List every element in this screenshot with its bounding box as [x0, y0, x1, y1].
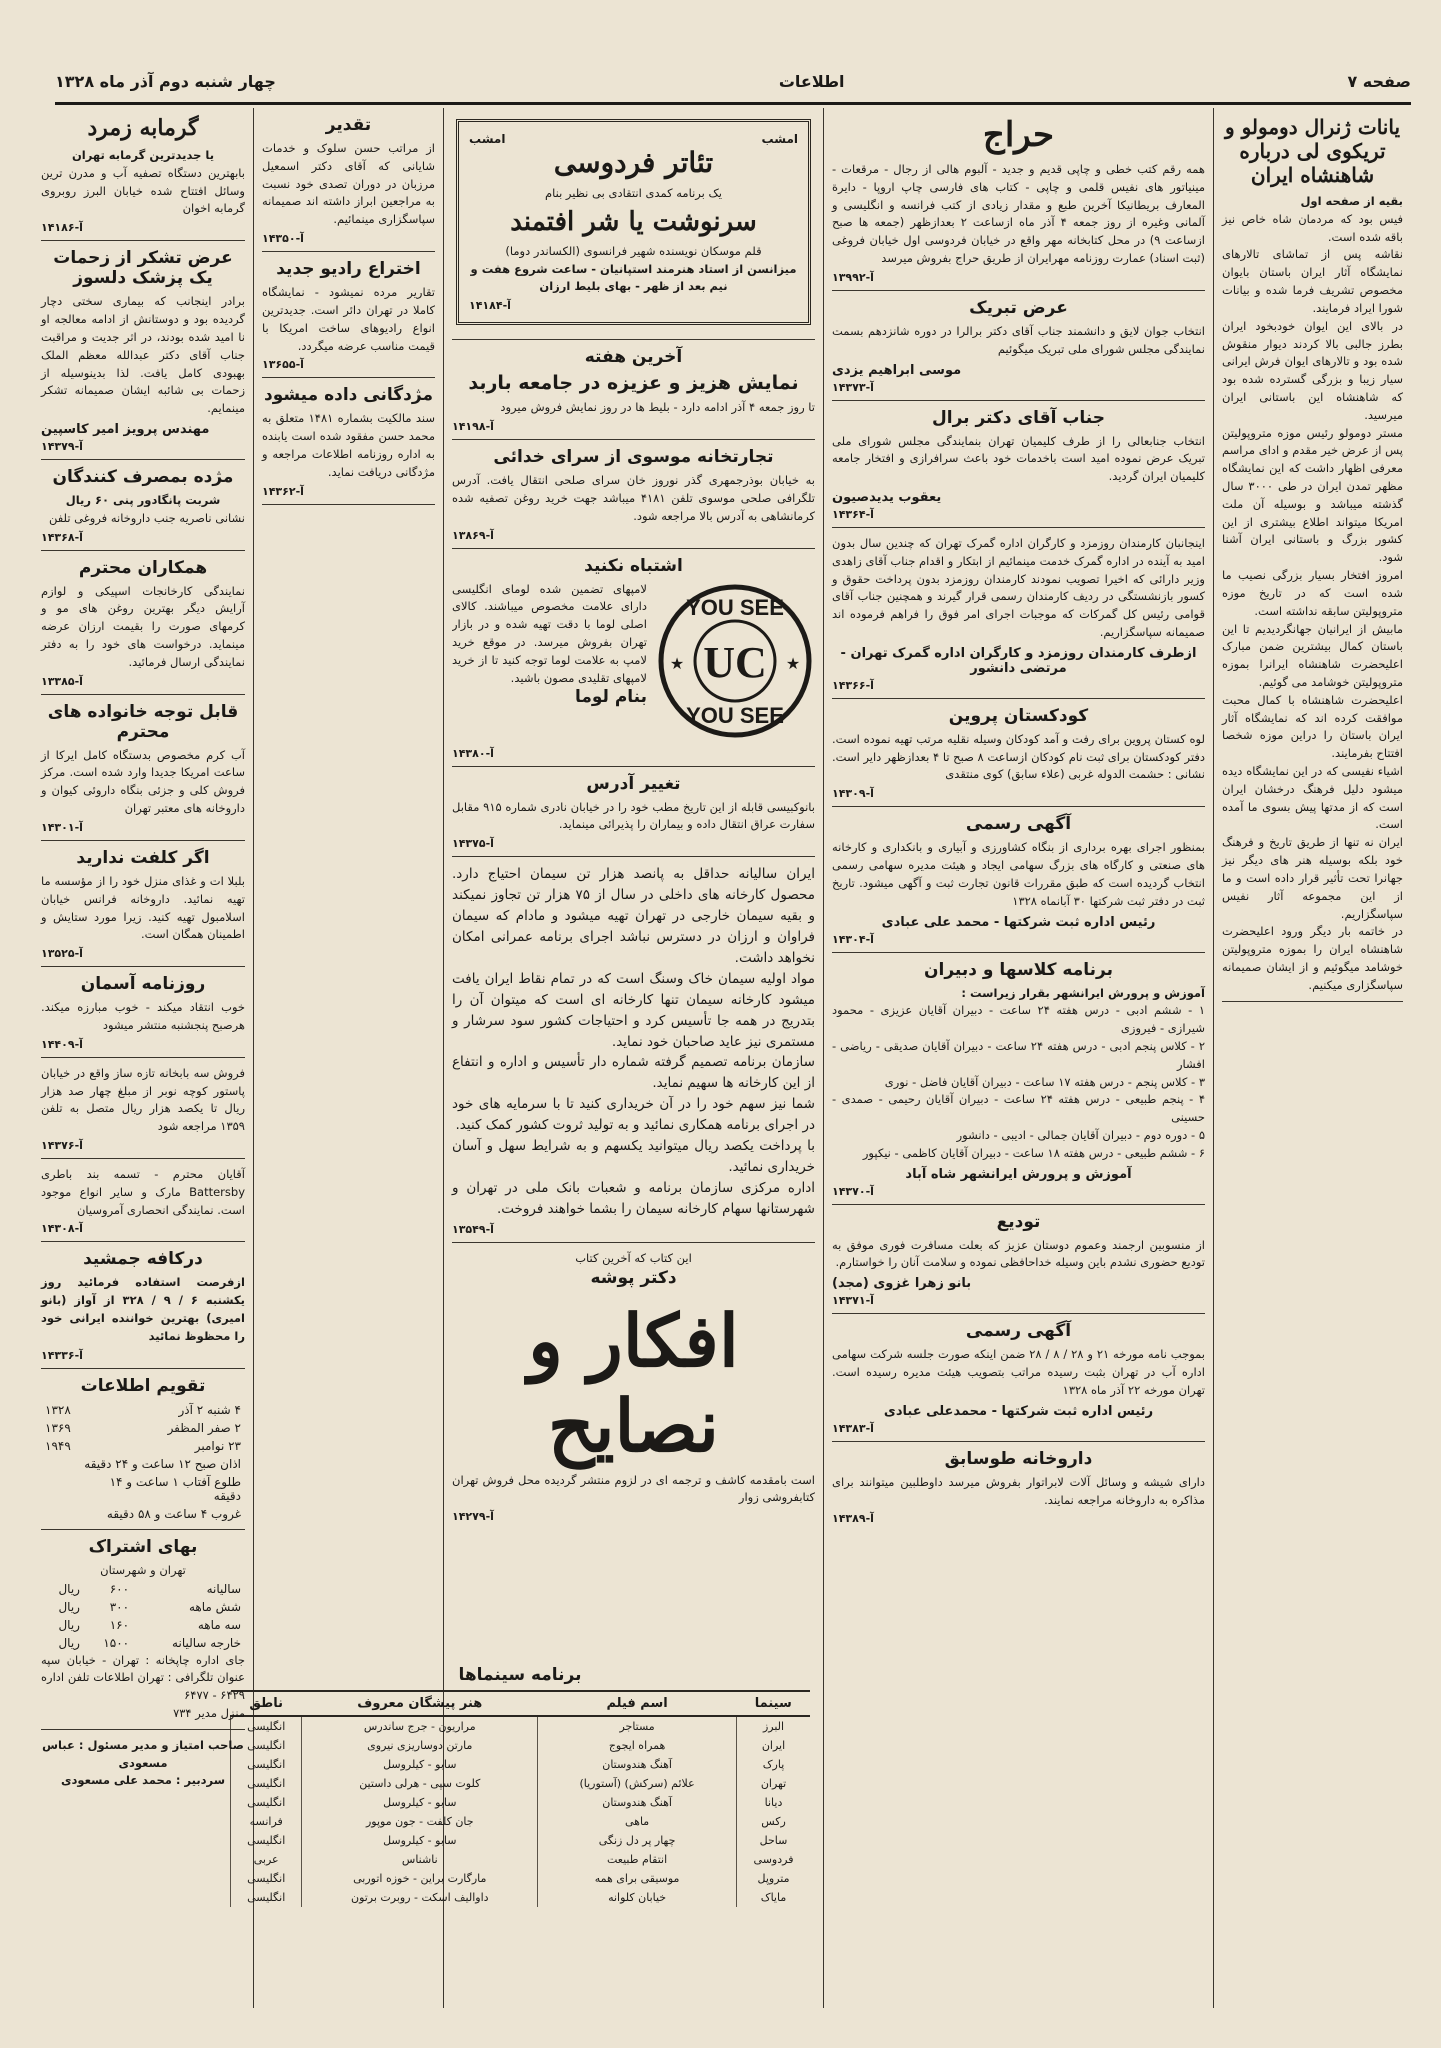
kindergarten-ad — [832, 699, 1205, 807]
manager-phone: منزل مدیر ۷۳۴ — [173, 1705, 245, 1720]
ad-code: آ-۱۴۲۷۹ — [452, 1510, 494, 1524]
subscription-cell: ریال — [58, 1599, 80, 1614]
cinema-cell: متروپل — [737, 1869, 811, 1888]
ad-code: آ-۱۴۱۸۶ — [41, 221, 83, 235]
issue-date: چهار شنبه دوم آذر ماه ۱۳۲۸ — [55, 71, 276, 91]
ad-body: بابهترین دستگاه تصفیه آب و مدرن ترین وسائل افتتاح شده خیابان البرز روبروی گرمابه اخوان — [41, 165, 245, 216]
cinema-cell: کلوت سپی - هرلی داستین — [302, 1774, 538, 1793]
ad-code: آ-۱۴۱۹۸ — [452, 420, 494, 434]
ad-signature: یعقوب یدیدصیون — [832, 489, 942, 505]
calendar-row — [41, 1505, 245, 1523]
ad-title: همکاران محترم — [78, 557, 208, 578]
article-paragraph: شما نیز سهم خود را در آن خریداری کنید تا با سرمایه های خود در اجرای برنامه همکاری نمائید و به تولید ثروت کشور کمک کنید. — [452, 1096, 815, 1134]
play-title: نمایش هزیز و عزیزه در جامعه باربد — [468, 372, 799, 395]
ad-body: تقاریر مرده نمیشود - نمایشگاه کاملا در تهران دائر است. جدیدترین انواع رادیوهای ساخت امریکا با قیمت مناسب عرضه میگردد. — [262, 285, 435, 353]
ad-title: مژده بمصرف کنندگان — [52, 466, 234, 487]
luma-ad — [452, 549, 815, 767]
article-paragraph: در بالای این ایوان خودبخود ایران بطرز جالبی بالا کردند دیوار منقوش شده بود و تالارهای ایوان فرش ایرانی سیار زیبا و بزرگی گسترده شده بود که شاهنشاه این باستانی ایران میرسید. — [1222, 318, 1403, 422]
ad-credits: قلم موسکان نویسنده شهیر فرانسوی (الکساندر دوما) — [505, 243, 762, 258]
ad-title: بهای اشتراک — [88, 1536, 198, 1557]
ad-code: آ-۱۴۳۸۰ — [452, 746, 494, 760]
ad-signature: موسی ابراهیم یزدی — [832, 362, 962, 378]
ad-title: آگهی رسمی — [965, 1321, 1072, 1342]
ad-body: لوه کستان پروین برای رفت و آمد کودکان وسیله نقلیه مرتب تهیه نموده است. دفتر کودکستان برای ثبت نام کودکان ازساعت ۸ صبح تا ۴ بعدازظهر دایر است. نشانی : حشمت الدوله غربی (علاء سابق) کوی منتقدی — [832, 731, 1205, 782]
owner-credit — [41, 1730, 245, 1796]
cinema-row — [231, 1812, 811, 1831]
ad-body: ازفرصت استفاده فرمائید روز یکشنبه ۶ / ۹ / ۳۲۸ از آواز (بانو امیری) بهترین خواننده ایرانی خود را محظوظ نمائید — [41, 1275, 245, 1343]
ad-signature: رئیس اداره ثبت شرکتها - محمدعلی عبادی — [883, 1403, 1154, 1419]
calendar-row — [41, 1401, 245, 1419]
subscription-cell: خارجه سالیانه — [172, 1635, 241, 1650]
cinema-row — [231, 1774, 811, 1793]
calendar-cell: غروب ۴ ساعت و ۵۸ دقیقه — [106, 1506, 241, 1521]
cinema-cell: ساحل — [737, 1831, 811, 1850]
book-author: دکتر پوشه — [590, 1267, 677, 1288]
star-icon: ★ — [785, 653, 801, 673]
article-paragraph: مستر دومولو رئیس موزه متروپولیتن پس از عرض خیر مقدم و ادای مراسم معرفی اظهار داشت که این نمایشگاه مظهر تمدن ایران در طی ۳۰۰۰ سال گذشته میباشد و بوسیله آن ملت امریکا میتواند اطلاع بیشتری از این کشور بزرگ و باستانی ایران آشنا شود. — [1222, 425, 1403, 565]
article-paragraph: در خاتمه بار دیگر ورود اعلیحضرت شاهنشاه ایران را بموزه متروپولیتن خوشامد میگوئیم و از ایشان صمیمانه سپاسگزاری میکنیم. — [1222, 924, 1403, 992]
class-line: ۵ - دوره دوم - دبیران آقایان جمالی - ادیبی - دانشور — [956, 1128, 1205, 1142]
star-icon: ★ — [669, 653, 685, 673]
ad-title: کودکستان پروین — [948, 705, 1089, 726]
ad-title: داروخانه طوسابق — [944, 1448, 1093, 1469]
cinema-row — [231, 1755, 811, 1774]
cinema-table — [230, 1690, 810, 1907]
cinema-cell: انتقام طبیعت — [538, 1850, 737, 1869]
theater-ad — [452, 108, 815, 340]
ad-code: آ-۱۴۳۷۹ — [41, 439, 83, 453]
cinema-cell: فرانسه — [231, 1812, 302, 1831]
ad-code: آ-۱۴۳۶۶ — [832, 678, 874, 692]
ad-code: آ-۱۴۳۶۴ — [832, 507, 874, 521]
calendar-row — [41, 1455, 245, 1473]
ad-body: فروش سه بابخانه تازه ساز واقع در خیابان پاستور کوچه نوبر از مبلغ چهار صد هزار ریال تا یکصد هزار ریال متصل به تلفن ۱۳۵۹ مراجعه شود — [41, 1065, 245, 1134]
page-number: صفحه ۷ — [1347, 71, 1411, 91]
calendar-cell: ۲ صفر المظفر — [167, 1420, 241, 1435]
appreciation-ad — [262, 108, 435, 252]
cinema-cell: البرز — [737, 1716, 811, 1736]
subscription-cell: ۳۰۰ — [109, 1599, 130, 1614]
news-article — [1222, 108, 1403, 1002]
cinema-row — [231, 1888, 811, 1907]
cinema-cell: موسیقی برای همه — [538, 1869, 737, 1888]
ad-subtitle: آموزش و پرورش ایرانشهر بقرار زیراست : — [961, 985, 1205, 1000]
cinema-cell: داوالیف اسکت - روبرت برتون — [302, 1888, 538, 1907]
ad-title: آخرین هفته — [584, 347, 683, 368]
ad-body: دارای شیشه و وسائل آلات لابراتوار بفروش میرسد داوطلبین میتوانند برای مذاکره به داروخانه مراجعه نمایند. — [832, 1474, 1205, 1507]
ad-title: قابل توجه خانواده های محترم — [47, 701, 239, 742]
ad-title: تغییر آدرس — [586, 773, 681, 794]
calendar-cell: ۴ شنبه ۲ آذر — [178, 1402, 241, 1417]
ad-signature: مهندس پرویز امیر کاسپین — [41, 421, 210, 437]
ad-signature: آموزش و پرورش ایرانشهر شاه آباد — [905, 1166, 1132, 1182]
ad-code: آ-۱۴۳۰۴ — [832, 932, 874, 946]
class-line: ۱ - ششم ادبی - درس هفته ۲۴ ساعت - دبیران آقایان عزیزی - محمود شیرازی - فیروزی — [832, 1003, 1205, 1036]
cinema-cell: مارتن دوساریزی نیروی — [302, 1736, 538, 1755]
tonight-label: امشب — [469, 132, 506, 146]
subscription-row — [41, 1580, 245, 1598]
subscription-cell: ۱۶۰ — [109, 1617, 130, 1632]
column-ads-b — [823, 108, 1213, 2008]
calendar-cell — [41, 1505, 75, 1523]
ad-title: اشتباه نکنید — [584, 555, 683, 576]
column-ads-e — [33, 108, 253, 2008]
article-paragraph: ایران نه تنها از طریق تاریخ و فرهنگ خود بلکه بوسیله هنر های دیگر نیز جهانرا تحت تأثیر قرار داده است و ما از این مجموعه آثار نفیس سپاسگزاریم. — [1222, 835, 1403, 921]
calendar-box — [41, 1369, 245, 1530]
subscription-cell: ریال — [58, 1581, 80, 1596]
ad-code: آ-۱۴۳۳۶ — [41, 1348, 83, 1362]
calendar-table — [41, 1401, 245, 1523]
subscription-cell: ۱۵۰۰ — [103, 1635, 130, 1650]
cinema-row — [231, 1850, 811, 1869]
ad-body: آب کرم مخصوص بدستگاه کامل ایرکا از ساعت امریکا جدیدا وارد شده است. مرکز فروش کلی و جزئی بنگاه داروئی کیوان و داروخانه های معتبر تهران — [41, 747, 245, 816]
cinema-cell: پارک — [737, 1755, 811, 1774]
calendar-cell — [41, 1473, 75, 1505]
cinema-cell: ناشناس — [302, 1850, 538, 1869]
article-paragraph: مواد اولیه سیمان خاک وسنگ است که در تمام نقاط ایران یافت میشود کارخانه سیمان تنها کارخانه ای است که میتوان آن را بتدریج در همه جا تأسیس کرد و احتیاجات کشور سود سرشار و مستمری نیز عاید صاحبان خود نماید. — [452, 970, 815, 1050]
book-title: افکار و نصایح — [528, 1297, 739, 1468]
ad-subtitle: یک برنامه کمدی انتقادی بی نظیر بنام — [544, 186, 722, 200]
calendar-cell: طلوع آفتاب ۱ ساعت و ۱۴ دقیقه — [109, 1474, 241, 1503]
lastweek-ad — [452, 340, 815, 440]
calendar-row — [41, 1419, 245, 1437]
ad-intro: این کتاب که آخرین کتاب — [575, 1250, 692, 1265]
article-paragraph: اعلیحضرت شاهنشاه با کمال محبت موافقت کرده اند که نمایشگاه آثار ایران باستان را دراین موزه شخصا افتتاح بفرمایند. — [1222, 692, 1403, 761]
cinema-cell: رکس — [737, 1812, 811, 1831]
you-see-stamp-icon — [655, 581, 815, 741]
stamp-top-text: YOU SEE — [686, 594, 784, 620]
subscription-cell: ریال — [58, 1635, 80, 1650]
classes-ad — [832, 953, 1205, 1205]
ad-signature: ازطرف کارمندان روزمزد و کارگران اداره گمرک تهران - مرتضی دانشور — [840, 645, 1197, 676]
reward-ad — [262, 378, 435, 504]
editor-line: سردبیر : محمد علی مسعودی — [60, 1773, 226, 1788]
ad-body: است بامقدمه کاشف و ترجمه ای در لزوم منتشر گردیده محل فروش تهران کتابفروشی زوار — [452, 1472, 815, 1505]
ad-title: آگهی رسمی — [965, 814, 1072, 835]
bath-ad — [41, 108, 245, 241]
class-line: ۲ - کلاس پنجم ادبی - درس هفته ۲۴ ساعت - دبیران آقایان صدیقی - ریاضی - افشار — [832, 1038, 1206, 1071]
masthead: اطلاعات — [778, 71, 845, 91]
ad-code: آ-۱۳۵۲۵ — [41, 947, 83, 961]
ad-body: جای اداره چاپخانه : تهران - خیابان سپه عنوان تلگرافی : تهران اطلاعات تلفن اداره ۶۴۲۹ - ۶۴۷۷ — [41, 1652, 245, 1703]
congrats-ad — [832, 291, 1205, 401]
families-ad — [41, 695, 245, 841]
ad-code: آ-۱۳۶۵۵ — [262, 358, 304, 372]
cinema-cell: آهنگ هندوستان — [538, 1755, 737, 1774]
cinema-cell: علائم (سرکش) (آستوریا) — [538, 1774, 737, 1793]
ad-body: میزانسن از استاد هنرمند استپانیان - ساعت شروع هفت و نیم بعد از ظهر - بهای بلیط ارزان — [470, 261, 797, 294]
article-paragraph: سازمان برنامه تصمیم گرفته شماره دار تأسیس و اداره و انتفاع از این کارخانه ها سهیم نماید. — [452, 1054, 815, 1092]
ad-title: عرض تشکر از زحمات یک پزشک دلسوز — [53, 248, 233, 289]
pharmacy-ad — [832, 1442, 1205, 1532]
ad-body: اینجانبان کارمندان روزمزد و کارگران اداره گمرک تهران که چندین سال بدون امید به آینده در اداره گمرک خدمت مینمائیم از ابتکار و اقدام جناب آقای زاهدی وزیر دارائی که اخیرا تصویب نمودند کارمندان روزمزد بدون پرداخت حقوق و کسور بازنشستگی در ردیف کارمندان رسمی قرار گیرند و همچنین جناب آقای قوامی رئیس کل گمرکات که موجبات اجرای امر فوق را فراهم فرموده اند صمیمانه سپاسگزاریم. — [832, 535, 1205, 639]
subscription-box — [41, 1530, 245, 1730]
article-paragraph: ایران سالیانه حداقل به پانصد هزار تن سیمان احتیاج دارد. محصول کارخانه های داخلی در سال از ۷۵ هزار تن تجاوز نمیکند و بقیه سیمان خارجی در تهران تهیه میشود و مادام که سیمان فراوان و ارزان در دسترس نباشد اجرای برنامه عمرانی امکان نخواهد داشت. — [452, 866, 815, 966]
cinema-title: برنامه سینماها — [458, 1665, 582, 1685]
ad-title: اختراع رادیو جدید — [276, 259, 421, 280]
calendar-cell: ۱۹۴۹ — [45, 1438, 71, 1453]
ad-code: آ-۱۴۳۷۶ — [41, 1139, 83, 1152]
cinema-row — [231, 1736, 811, 1755]
ad-code: آ-۱۴۳۸۹ — [832, 1512, 874, 1526]
asman-ad — [41, 967, 245, 1058]
ad-body: انتخاب جنابعالی را از طرف کلیمیان تهران بنمایندگی مجلس شورای ملی تبریک عرض نموده امید است باخدمات خود باعث سرافرازی و افتخار جامعه کلیمیان ایران گردید. — [832, 433, 1205, 484]
ad-body: از مراتب حسن سلوک و خدمات شایانی که آقای دکتر اسمعیل مرزبان در دوران تصدی خود نسبت به مراجعین ابراز داشته اند صمیمانه سپاسگزاری مینمائیم. — [262, 141, 435, 227]
ad-signature: بانو زهرا غزوی (مجد) — [832, 1276, 972, 1292]
subscription-row — [41, 1616, 245, 1634]
ad-code: آ-۱۴۳۷۱ — [832, 1294, 874, 1308]
cinema-row — [231, 1869, 811, 1888]
ad-body: بلبلا ات و غذای منزل خود را از مؤسسه ما تهیه نمائید. داروخانه فرانس خیابان اسلامبول تهیه کنید. زیرا مورد ستایش و اطمینان همگان است. — [41, 873, 245, 942]
auction-ad — [832, 108, 1205, 291]
thanks-ad — [41, 241, 245, 460]
cinema-cell: عربی — [231, 1850, 302, 1869]
congrats-ad — [832, 401, 1205, 528]
cinema-cell: سابو - کیلروسل — [302, 1793, 538, 1812]
cinema-cell: مراریون - جرج ساندرس — [302, 1716, 538, 1736]
cinema-cell: دیانا — [737, 1793, 811, 1812]
cinema-cell: انگلیسی — [231, 1793, 302, 1812]
stamp-monogram: UC — [703, 637, 767, 687]
calendar-row — [41, 1437, 245, 1455]
ad-code: آ-۱۴۳۰۹ — [832, 787, 874, 801]
cinema-cell: آهنگ هندوستان — [538, 1793, 737, 1812]
ad-title: جناب آقای دکتر برال — [932, 407, 1105, 428]
article-paragraph: مابیش از ایرانیان جهانگردیدیم تا این باستان کمال بیشترین ضمن مبارک اعلیحضرت شاهنشاه ایرانرا بموزه متروپولیتن خوشامد می گوئیم. — [1222, 621, 1403, 689]
cinema-row — [231, 1716, 811, 1736]
ad-body: از منسوبین ارجمند وعموم دوستان عزیز که بعلت مسافرت فوری موفق به تودیع حضوری نشدم باین وسیله خداحافظی نموده و سلامت آنان را خواستارم. — [832, 1237, 1205, 1270]
battery-ad — [41, 1159, 245, 1242]
ad-body: بمنظور اجرای بهره برداری از بنگاه کشاورزی و آبیاری و بانکداری و کارخانه های صنعتی و کارگاه های بزرگ سهامی ایجاد و هیئت مدیره سهامی رسمی انتخاب گردیده است که طبق مقررات قانون تجارت ثبت و آگهی میشود. تاریخ ثبت در دفتر ثبت شرکتها ۳۰ آبانماه ۱۳۲۸ — [832, 840, 1205, 908]
cinema-cell: انگلیسی — [231, 1736, 302, 1755]
cafe-ad — [41, 1242, 245, 1368]
calendar-cell: ۱۳۲۸ — [45, 1402, 71, 1417]
column-news — [1213, 108, 1411, 2008]
ad-body: همه رقم کتب خطی و چاپی قدیم و جدید - آلبوم هالی از رجال - مرقعات - مینیاتور های نفیس قلمی و چاپی - کتاب های فارسی چاپ اروپا - دایرة المعارف بریطانیکا آخرین طبع و مقدار زیادی از کتب فرانسه و انگلیسی و آلمانی وغیره از روز جمعه ۴ آذر ماه ازساعت ۲ بعدازظهر (جمعه ها صبح ازساعت ۹) در محل کتابخانه مهر واقع در خیابان فردوسی اول خیابان فروغی (ثبت اسناد) عمارت روزنامه مهرایران از طریق حراج بفروش میرسد — [832, 162, 1206, 266]
subscription-row — [41, 1598, 245, 1616]
calendar-cell: ۱۳۶۹ — [45, 1420, 71, 1435]
cinema-program — [230, 1665, 810, 1907]
calendar-cell: ۲۳ نوامبر — [194, 1438, 241, 1453]
article-paragraph: نقاشه پس از تماشای تالارهای نمایشگاه آثار ایران باستان بایوان مخصوص تشریف فرما شده و بیانات شورا ایراد فرمایند. — [1222, 247, 1403, 315]
ad-body: بانوکبیسی قابله از این تاریخ مطب خود را در خیابان نادری شماره ۹۱۵ مقابل سفارت عراق انتقال داده و بیماران را پذیرائی مینماید. — [452, 799, 816, 832]
cinema-cell: انگلیسی — [231, 1888, 302, 1907]
house-sale-ad — [41, 1058, 245, 1159]
subscription-cell: ریال — [58, 1617, 80, 1632]
ad-body: لامپهای تضمین شده لومای انگلیسی دارای علامت مخصوص میباشند. کالای اصلی لوما با دقت تهیه شده و در بازار تهران بفروش میرسد. در موقع خرید لامپ به علامت لوما توجه کنید تا از خرید لامپهای تقلیدی مصون باشید. — [452, 581, 647, 685]
ad-code: آ-۱۴۳۷۵ — [452, 837, 494, 851]
cinema-cell: انگلیسی — [231, 1831, 302, 1850]
calendar-row — [41, 1473, 245, 1505]
article-paragraph: اشیاء نفیسی که در این نمایشگاه دیده میشود دلیل فرهنگ درخشان ایران است که از مدتها پیش بسوی ما آمده است. — [1222, 764, 1403, 832]
ad-title: تقدیر — [325, 115, 372, 135]
ad-subtitle: یا جدیدترین گرمابه تهران — [71, 148, 215, 162]
ad-title: تجارتخانه موسوی از سرای خدائی — [493, 447, 774, 468]
cinema-cell: مستاجر — [538, 1716, 737, 1736]
article-title: یانات ژنرال دومولو و تریکوی لی درباره شاهنشاه ایران — [1224, 115, 1401, 187]
official-notice — [832, 1314, 1205, 1441]
subscription-cell: سالیانه — [206, 1581, 241, 1596]
address-change-ad — [452, 767, 815, 858]
ad-code: آ-۱۴۳۸۳ — [832, 1421, 874, 1435]
cinema-cell: جان کلفت - جون موپور — [302, 1812, 538, 1831]
page-header — [55, 60, 1411, 105]
book-ad — [452, 1243, 815, 1529]
cinema-cell: سابو - کیلروسل — [302, 1755, 538, 1774]
maid-ad — [41, 841, 245, 967]
subscription-table — [41, 1580, 245, 1652]
cinema-header: اسم فیلم — [538, 1691, 737, 1716]
class-line: ۶ - ششم طبیعی - درس هفته ۱۸ ساعت - دبیران آقایان کاظمی - نیکپور — [862, 1145, 1205, 1160]
ad-code: آ-۱۴۱۸۴ — [469, 299, 511, 313]
ad-body: نشانی ناصریه جنب داروخانه فروغی تلفن — [48, 510, 245, 525]
ad-title: تقویم اطلاعات — [80, 1375, 206, 1396]
cinema-rows — [231, 1716, 811, 1907]
cinema-cell: انگلیسی — [231, 1774, 302, 1793]
cinema-cell: مارگارت براین - خوزه اتوربی — [302, 1869, 538, 1888]
cinema-cell: مایاک — [737, 1888, 811, 1907]
ad-code: آ-۱۴۳۰۱ — [41, 820, 83, 834]
ad-title: برنامه کلاسها و دبیران — [924, 959, 1113, 980]
ad-title: حراج — [982, 115, 1055, 155]
ad-body: خوب انتقاد میکند - خوب مبارزه میکند. هرصبح پنجشنبه منتشر میشود — [41, 1000, 245, 1032]
official-notice — [832, 807, 1205, 952]
cinema-cell: سابو - کیلروسل — [302, 1831, 538, 1850]
ad-body: آقایان محترم - تسمه بند باطری Battersby مارک و سایر انواع موجود است. نمایندگی انحصاری آمروسیان — [41, 1167, 245, 1217]
ad-title: مژدگانی داده میشود — [264, 385, 433, 406]
article-paragraph: با پرداخت یکصد ریال میتوانید یکسهم و به شرایط سهل و آسان خریداری نمائید. — [452, 1138, 815, 1176]
article-paragraph: اداره مرکزی سازمان برنامه و شعبات بانک ملی در تهران و شهرستانها سهام کارخانه سیمان را بشما خواهند فروخت. — [452, 1179, 815, 1217]
ad-code: آ-۱۳۸۶۹ — [452, 528, 494, 542]
subscription-cell: سه ماهه — [197, 1617, 241, 1632]
class-line: ۳ - کلاس پنجم - درس هفته ۱۷ ساعت - دبیران آقایان فاضل - نوری — [884, 1074, 1205, 1089]
brand-name: بنام لوما — [574, 687, 647, 708]
cinema-row — [231, 1831, 811, 1850]
ad-subtitle: تهران و شهرستان — [100, 1562, 186, 1577]
subscription-cell: شش ماهه — [188, 1599, 241, 1614]
ad-code: آ-۱۳۵۴۹ — [452, 1222, 494, 1236]
subscription-row — [41, 1634, 245, 1652]
ad-code: آ-۱۴۳۶۸ — [41, 530, 83, 544]
ad-body: به خیابان بوذرجمهری گذر نوروز خان سرای صلحی انتقال یافت. آدرس تلگرافی صلحی موسوی تلفن ۴۱۸۱ میباشد جهت خرید روغن تصفیه شده کرمانشاهی به آدرس بالا مراجعه شود. — [452, 473, 815, 523]
ad-title: گرمابه زمرد — [87, 115, 199, 141]
article-subtitle: بقیه از صفحه اول — [1300, 194, 1403, 208]
theater-box — [456, 119, 811, 325]
ad-body: بموجب نامه مورخه ۲۱ و ۲۸ / ۸ / ۲۸ ضمن اینکه صورت جلسه شرکت سهامی اداره آب در تهران بثبت رسیده مراتب بتصویب هیئت مدیره رسیده است. تهران مورخه ۲۲ آذر ماه ۱۳۲۸ — [832, 1347, 1205, 1397]
subscription-cell: ۶۰۰ — [109, 1581, 130, 1596]
cinema-cell: خیابان کلوانه — [538, 1888, 737, 1907]
consumers-ad — [41, 460, 245, 551]
article-paragraph: امروز افتخار بسیار بزرگی نصیب ما شده است که در تاریخ موزه متروپولیتن سابقه نداشته است. — [1222, 568, 1403, 618]
ad-title: روزنامه آسمان — [80, 974, 206, 995]
ad-title: اگر کلفت ندارید — [76, 847, 210, 868]
ad-code: آ-۱۳۹۹۲ — [832, 270, 874, 284]
ad-title: تئاتر فردوسی — [553, 146, 714, 179]
cinema-cell: ماهی — [538, 1812, 737, 1831]
ad-subtitle: شربت پانگادور پنی ۶۰ ریال — [65, 492, 221, 507]
colleagues-ad — [41, 551, 245, 695]
article-paragraph: فیس بود که مردمان شاه خاص نیز باقه شده است. — [1222, 211, 1403, 244]
ad-signature: رئیس اداره ثبت شرکتها - محمد علی عبادی — [881, 914, 1156, 930]
ad-code: آ-۱۳۳۸۵ — [41, 674, 83, 688]
cinema-header: سینما — [737, 1691, 811, 1716]
trade-ad — [452, 440, 815, 548]
cinema-cell: چهار پر دل زنگی — [538, 1831, 737, 1850]
ad-code: آ-۱۴۳۷۳ — [832, 380, 874, 394]
ad-title: تودیع — [996, 1211, 1041, 1232]
owner-line: صاحب امتیاز و مدیر مسئول : عباس مسعودی — [42, 1737, 244, 1770]
ad-body: تا روز جمعه ۴ آذر ادامه دارد - بلیط ها در روز نمایش فروش میرود — [500, 400, 815, 415]
ad-title: عرض تبریک — [969, 297, 1068, 318]
ad-code: آ-۱۴۳۷۰ — [832, 1184, 874, 1198]
ad-body: برادر اینجانب که بیماری سختی دچار گردیده بود و دوستانش از ادامه معالجه او نا امید شده بودند، در اثر جدیت و مراقبت جناب آقای دکتر عبدالله معظم الملک بهبودی کامل یافت. لذا بدینوسیله از زحمات بی شائبه ایشان صمیمانه تشکر مینمایم. — [41, 294, 245, 416]
cinema-cell: ایران — [737, 1736, 811, 1755]
cinema-cell: همراه ایجوج — [538, 1736, 737, 1755]
farewell-ad — [832, 1205, 1205, 1315]
cinema-header: ناطق — [231, 1691, 302, 1716]
ad-code: آ-۱۴۳۰۸ — [41, 1222, 83, 1236]
stamp-bottom-text: YOU SEE — [686, 702, 784, 728]
cement-article — [452, 857, 815, 1243]
cinema-cell: انگلیسی — [231, 1755, 302, 1774]
play-title: سرنوشت یا شر افتمند — [510, 206, 757, 237]
class-line: ۴ - پنجم طبیعی - درس هفته ۲۴ ساعت - دبیران آقایان رحیمی - صمدی - حسینی — [832, 1092, 1205, 1125]
cinema-cell: فردوسی — [737, 1850, 811, 1869]
tonight-label: امشب — [761, 132, 798, 146]
cinema-header: هنر پیشگان معروف — [302, 1691, 538, 1716]
ad-title: درکافه جمشید — [83, 1249, 203, 1270]
cinema-row — [231, 1793, 811, 1812]
cinema-cell: انگلیسی — [231, 1716, 302, 1736]
cinema-cell: تهران — [737, 1774, 811, 1793]
cinema-cell: انگلیسی — [231, 1869, 302, 1888]
customs-notice — [832, 528, 1205, 699]
calendar-cell — [41, 1455, 75, 1473]
ad-code: آ-۱۴۳۵۰ — [262, 232, 304, 246]
ad-body: انتخاب جوان لایق و دانشمند جناب آقای دکتر برالرا در دوره شانزدهم بسمت نمایندگی مجلس شورای ملی تبریک میگوئیم — [832, 323, 1205, 356]
ad-code: آ-۱۴۴۰۹ — [41, 1037, 83, 1051]
calendar-cell: اذان صبح ۱۲ ساعت و ۲۴ دقیقه — [84, 1456, 241, 1471]
ad-code: آ-۱۴۳۶۲ — [262, 484, 304, 498]
ad-body: سند مالکیت بشماره ۱۴۸۱ متعلق به محمد حسن مفقود شده است یابنده به اداره روزنامه اطلاعات مراجعه و مژدگانی دریافت نماید. — [262, 411, 435, 479]
radio-ad — [262, 252, 435, 378]
ad-body: نمایندگی کارخانجات اسپیکی و لوازم آرایش دیگر بهترین روغن های مو و کرمهای صورت را بقیمت ارزان عرضه مینماید. درخواست های خود را به دفتر نمایندگی ارسال فرمائید. — [41, 583, 245, 669]
